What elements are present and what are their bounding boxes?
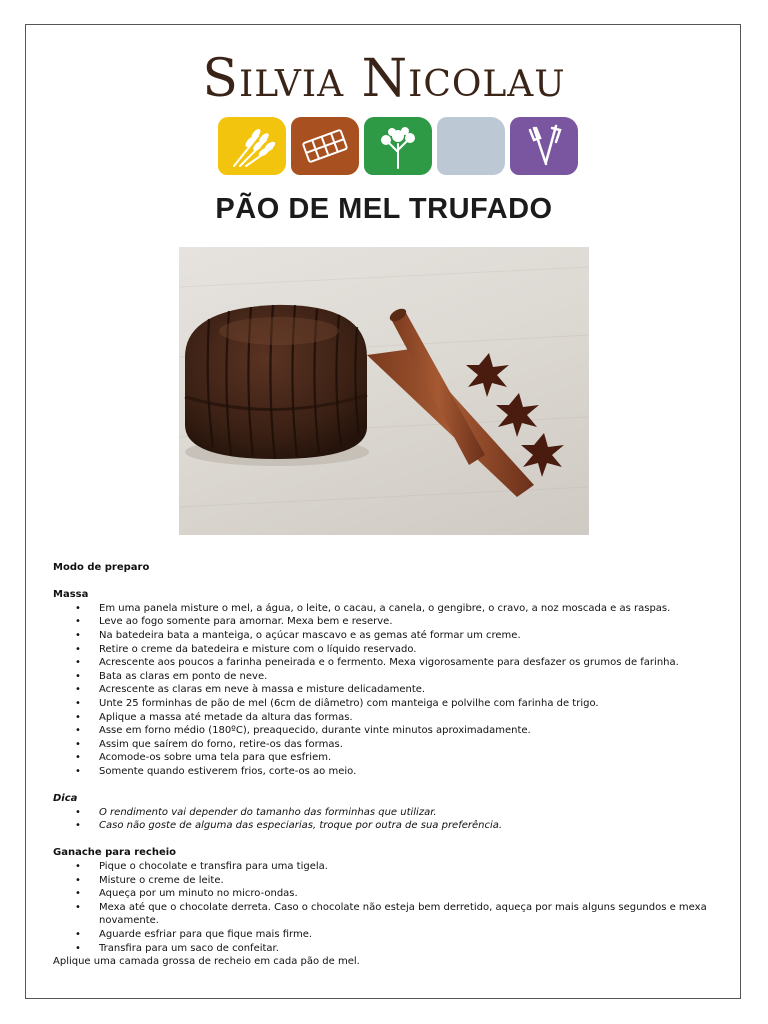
bullet-icon: • xyxy=(75,684,81,696)
massa-step xyxy=(53,697,733,711)
ganache-steps-list xyxy=(53,860,733,955)
ganache-step-text: Transfira para um saco de confeitar. xyxy=(99,942,279,954)
brand-tiles xyxy=(218,117,583,175)
massa-step-text: Acrescente as claras em neve à massa e misture delicadamente. xyxy=(99,684,426,696)
recipe-photo xyxy=(179,247,589,535)
ganache-final-note: Aplique uma camada grossa de recheio em cada pão de mel. xyxy=(53,956,360,968)
bullet-icon: • xyxy=(75,711,81,723)
tile-wheat xyxy=(218,117,286,175)
ganache-step xyxy=(53,887,733,901)
tile-parsley xyxy=(364,117,432,175)
massa-step-text: Aplique a massa até metade da altura das formas. xyxy=(99,711,353,723)
tile-blank xyxy=(437,117,505,175)
massa-step-text: Na batedeira bata a manteiga, o açúcar mascavo e as gemas até formar um creme. xyxy=(99,629,521,641)
dica-item xyxy=(53,819,733,833)
bullet-icon: • xyxy=(75,643,81,655)
ganache-step xyxy=(53,928,733,942)
bullet-icon: • xyxy=(75,874,81,886)
method-heading: Modo de preparo xyxy=(53,562,150,573)
massa-step-text: Leve ao fogo somente para amornar. Mexa bem e reserve. xyxy=(99,616,393,628)
massa-step xyxy=(53,711,733,725)
bullet-icon: • xyxy=(75,657,81,669)
ganache-step xyxy=(53,901,733,928)
chocolate-bar-icon xyxy=(297,122,353,170)
bullet-icon: • xyxy=(75,806,81,818)
massa-step-text: Acomode-os sobre uma tela para que esfriem. xyxy=(99,752,332,764)
massa-step-text: Somente quando estiverem frios, corte-os ao meio. xyxy=(99,765,357,777)
massa-step-text: Assim que saírem do forno, retire-os das formas. xyxy=(99,738,343,750)
bullet-icon: • xyxy=(75,725,81,737)
bullet-icon: • xyxy=(75,697,81,709)
massa-step xyxy=(53,615,733,629)
ganache-step xyxy=(53,860,733,874)
massa-step xyxy=(53,656,733,670)
ganache-step xyxy=(53,874,733,888)
massa-step xyxy=(53,602,733,616)
massa-heading: Massa xyxy=(53,589,89,601)
massa-step-text: Bata as claras em ponto de neve. xyxy=(99,670,268,682)
massa-step xyxy=(53,765,733,779)
ganache-step-text: Aqueça por um minuto no micro-ondas. xyxy=(99,888,298,900)
fork-knife-icon xyxy=(516,122,572,170)
ganache-heading: Ganache para recheio xyxy=(53,847,177,859)
bullet-icon: • xyxy=(75,901,81,913)
parsley-icon xyxy=(370,122,426,170)
massa-step xyxy=(53,670,733,684)
bullet-icon: • xyxy=(75,929,81,941)
bullet-icon: • xyxy=(75,738,81,750)
ganache-step-text: Mexa até que o chocolate derreta. Caso o chocolate não esteja bem derretido, aqueça por mais alguns segundos e mexa novamente. xyxy=(99,901,707,927)
tile-cutlery xyxy=(510,117,578,175)
dica-item xyxy=(53,806,733,820)
bullet-icon: • xyxy=(75,820,81,832)
bullet-icon: • xyxy=(75,861,81,873)
ganache-step-text: Aguarde esfriar para que fique mais firme. xyxy=(99,929,313,941)
massa-step xyxy=(53,683,733,697)
recipe-content xyxy=(53,561,733,969)
massa-step-text: Unte 25 forminhas de pão de mel (6cm de diâmetro) com manteiga e polvilhe com farinha de trigo. xyxy=(99,697,599,709)
brand-logo-text: Silvia Nicolau xyxy=(202,49,566,109)
bullet-icon: • xyxy=(75,888,81,900)
massa-step-text: Acrescente aos poucos a farinha peneirada e o fermento. Mexa vigorosamente para desfazer os grumos de farinha. xyxy=(99,657,679,669)
ganache-step-text: Misture o creme de leite. xyxy=(99,874,224,886)
massa-step-text: Asse em forno médio (180ºC), preaquecido, durante vinte minutos aproximadamente. xyxy=(99,725,531,737)
bullet-icon: • xyxy=(75,765,81,777)
massa-step xyxy=(53,738,733,752)
massa-step xyxy=(53,643,733,657)
ganache-step-text: Pique o chocolate e transfira para uma tigela. xyxy=(99,861,328,873)
blank-tile-icon xyxy=(443,122,499,170)
massa-steps-list xyxy=(53,602,733,779)
wheat-icon xyxy=(224,122,280,170)
bullet-icon: • xyxy=(75,670,81,682)
massa-step xyxy=(53,724,733,738)
bullet-icon: • xyxy=(75,629,81,641)
recipe-title: PÃO DE MEL TRUFADO xyxy=(215,193,553,225)
massa-step xyxy=(53,629,733,643)
massa-step-text: Em uma panela misture o mel, a água, o leite, o cacau, a canela, o gengibre, o cravo, a noz moscada e as raspas. xyxy=(99,602,671,614)
massa-step-text: Retire o creme da batedeira e misture com o líquido reservado. xyxy=(99,643,417,655)
bullet-icon: • xyxy=(75,616,81,628)
honey-bread-cinnamon-photo xyxy=(179,247,589,535)
dica-item-text: Caso não goste de alguma das especiarias, troque por outra de sua preferência. xyxy=(99,820,503,832)
bullet-icon: • xyxy=(75,752,81,764)
massa-step xyxy=(53,751,733,765)
tile-chocolate xyxy=(291,117,359,175)
bullet-icon: • xyxy=(75,602,81,614)
bullet-icon: • xyxy=(75,942,81,954)
ganache-step xyxy=(53,942,733,956)
dica-heading: Dica xyxy=(53,793,78,805)
dica-item-text: O rendimento vai depender do tamanho das forminhas que utilizar. xyxy=(99,806,437,818)
dica-list xyxy=(53,806,733,833)
